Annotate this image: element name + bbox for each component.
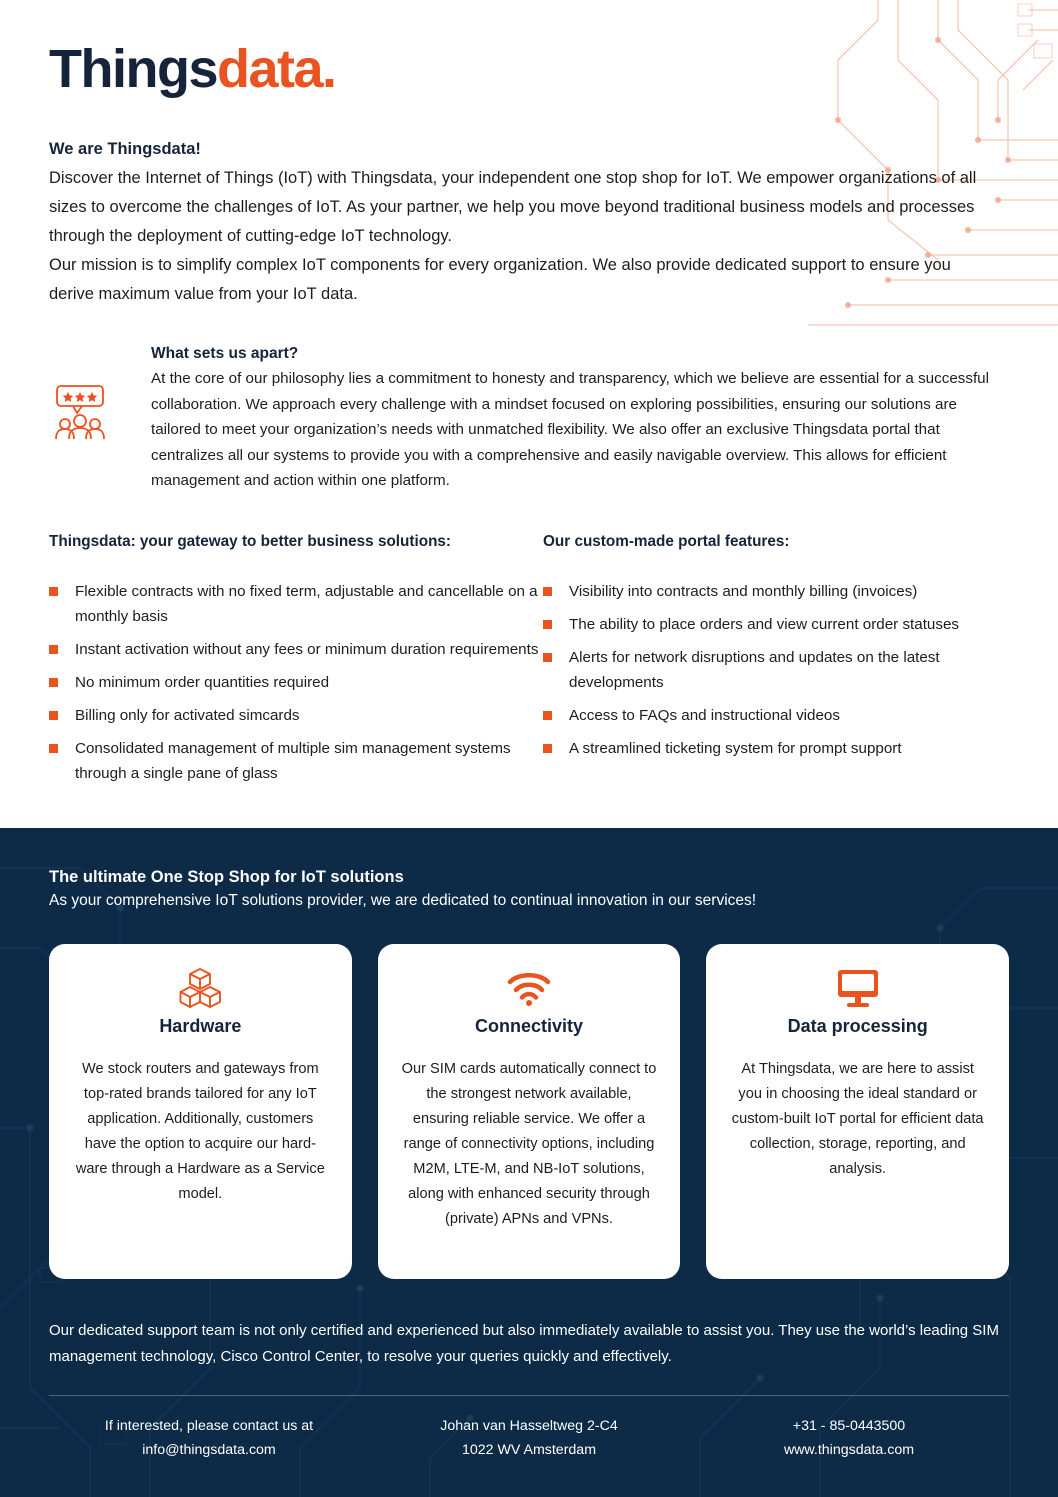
intro-paragraph-2: Our mission is to simplify complex IoT components for every organization. We also provide dedicated support to ensure you derive maximum value from your IoT data. [49,256,951,303]
benefits-column-right [543,533,1009,794]
card-body: Our SIM cards automatically connect to the strongest network available, ensuring reliable service. We offer a range of connectivity options, including M2M, LTE-M, and NB-IoT solutions, along with enhanced security through (private) APNs and VPNs. [401,1061,657,1227]
footer-address-line1: Johan van Hasseltweg 2-C4 [440,1418,618,1434]
footer-phone[interactable]: +31 - 85-0443500 [792,1418,906,1434]
list-item: Visibility into contracts and monthly billing (invoices) [543,579,1009,604]
list-item: A streamlined ticketing system for prompt support [543,736,1009,761]
logo-text-things: Things [49,39,217,99]
card-title: Hardware [159,1016,242,1036]
card-title: Data processing [787,1016,928,1036]
what-sets-us-apart-block [49,345,1009,494]
company-logo [49,39,336,99]
footer-address [369,1414,689,1462]
intro-heading: We are Thingsdata! [49,140,201,158]
boxes-icon [179,967,221,1009]
wifi-icon [506,970,552,1006]
list-item: Instant activation without any fees or minimum duration requirements [49,637,543,662]
footer-website[interactable]: www.thingsdata.com [783,1442,915,1458]
service-cards [49,944,1009,1279]
card-icon-wrap [730,966,985,1010]
apart-text [151,345,1009,494]
list-item: No minimum order quantities required [49,670,543,695]
card-icon-wrap [402,966,657,1010]
apart-heading: What sets us apart? [151,345,299,362]
benefits-left-heading: Thingsdata: your gateway to better business solutions: [49,533,452,550]
list-item: Consolidated management of multiple sim management systems through a single pane of glass [49,736,543,786]
footer-address-line2: 1022 WV Amsterdam [461,1442,597,1458]
footer-contact-details [689,1414,1009,1462]
benefits-right-heading: Our custom-made portal features: [543,533,790,550]
benefits-left-list [49,579,543,786]
benefits-column-left [49,533,543,794]
card-icon-wrap [73,966,328,1010]
card-body: At Thingsdata, we are here to assist you in choosing the ideal standard or custom-built IoT portal for efficient data collection, storage, reporting, and analysis. [731,1061,984,1177]
list-item: Access to FAQs and instructional videos [543,703,1009,728]
card-connectivity [378,944,681,1279]
footer [49,1395,1009,1462]
logo-text-data: data [216,39,323,99]
footer-contact-line1: If interested, please contact us at [104,1418,314,1434]
intro-block [49,140,994,309]
one-stop-shop-section [0,828,1058,1497]
benefits-columns [49,533,1009,794]
card-body: We stock routers and gateways from top-rated brands tailored for any IoT application. Additionally, customers have the option to acquire our hard-ware through a Hardware as a Service model. [75,1061,325,1202]
card-hardware [49,944,352,1279]
apart-body: At the core of our philosophy lies a commitment to honesty and transparency, which we believe are essential for a successful collaboration. We approach every challenge with a mindset focused on exploring possibilities, ensuring our solutions are tailored to meet your organization’s needs with unmatched flexibility. We also offer an exclusive Thingsdata portal that centralizes all our systems to provide you with a comprehensive and easily navigable overview. This allows for efficient management and action within one platform. [151,370,989,489]
card-title: Connectivity [474,1016,584,1036]
list-item: Billing only for activated simcards [49,703,543,728]
footer-email[interactable]: info@thingsdata.com [142,1442,276,1458]
community-feedback-icon [49,383,111,445]
benefits-right-list [543,579,1009,761]
support-text: Our dedicated support team is not only certified and experienced but also immediately available to assist you. They use the world’s leading SIM management technology, Cisco Control Center, to resolve your queries quickly and effectively. [49,1322,999,1365]
footer-contact [49,1414,369,1462]
list-item: Alerts for network disruptions and updates on the latest developments [543,645,1009,695]
dark-subheading: As your comprehensive IoT solutions provider, we are dedicated to continual innovation in our services! [49,892,757,909]
card-data-processing [706,944,1009,1279]
apart-icon-wrap [49,345,151,494]
intro-paragraph-1: Discover the Internet of Things (IoT) with Thingsdata, your independent one stop shop for IoT. We empower organizations of all sizes to overcome the challenges of IoT. As your partner, we help you move beyond traditional business models and processes through the deployment of cutting-edge IoT technology. [49,169,977,245]
list-item: Flexible contracts with no fixed term, adjustable and cancellable on a monthly basis [49,579,543,629]
dark-heading: The ultimate One Stop Shop for IoT solutions [49,868,404,886]
monitor-icon [836,968,880,1008]
logo-dot: . [322,39,336,99]
list-item: The ability to place orders and view current order statuses [543,612,1009,637]
